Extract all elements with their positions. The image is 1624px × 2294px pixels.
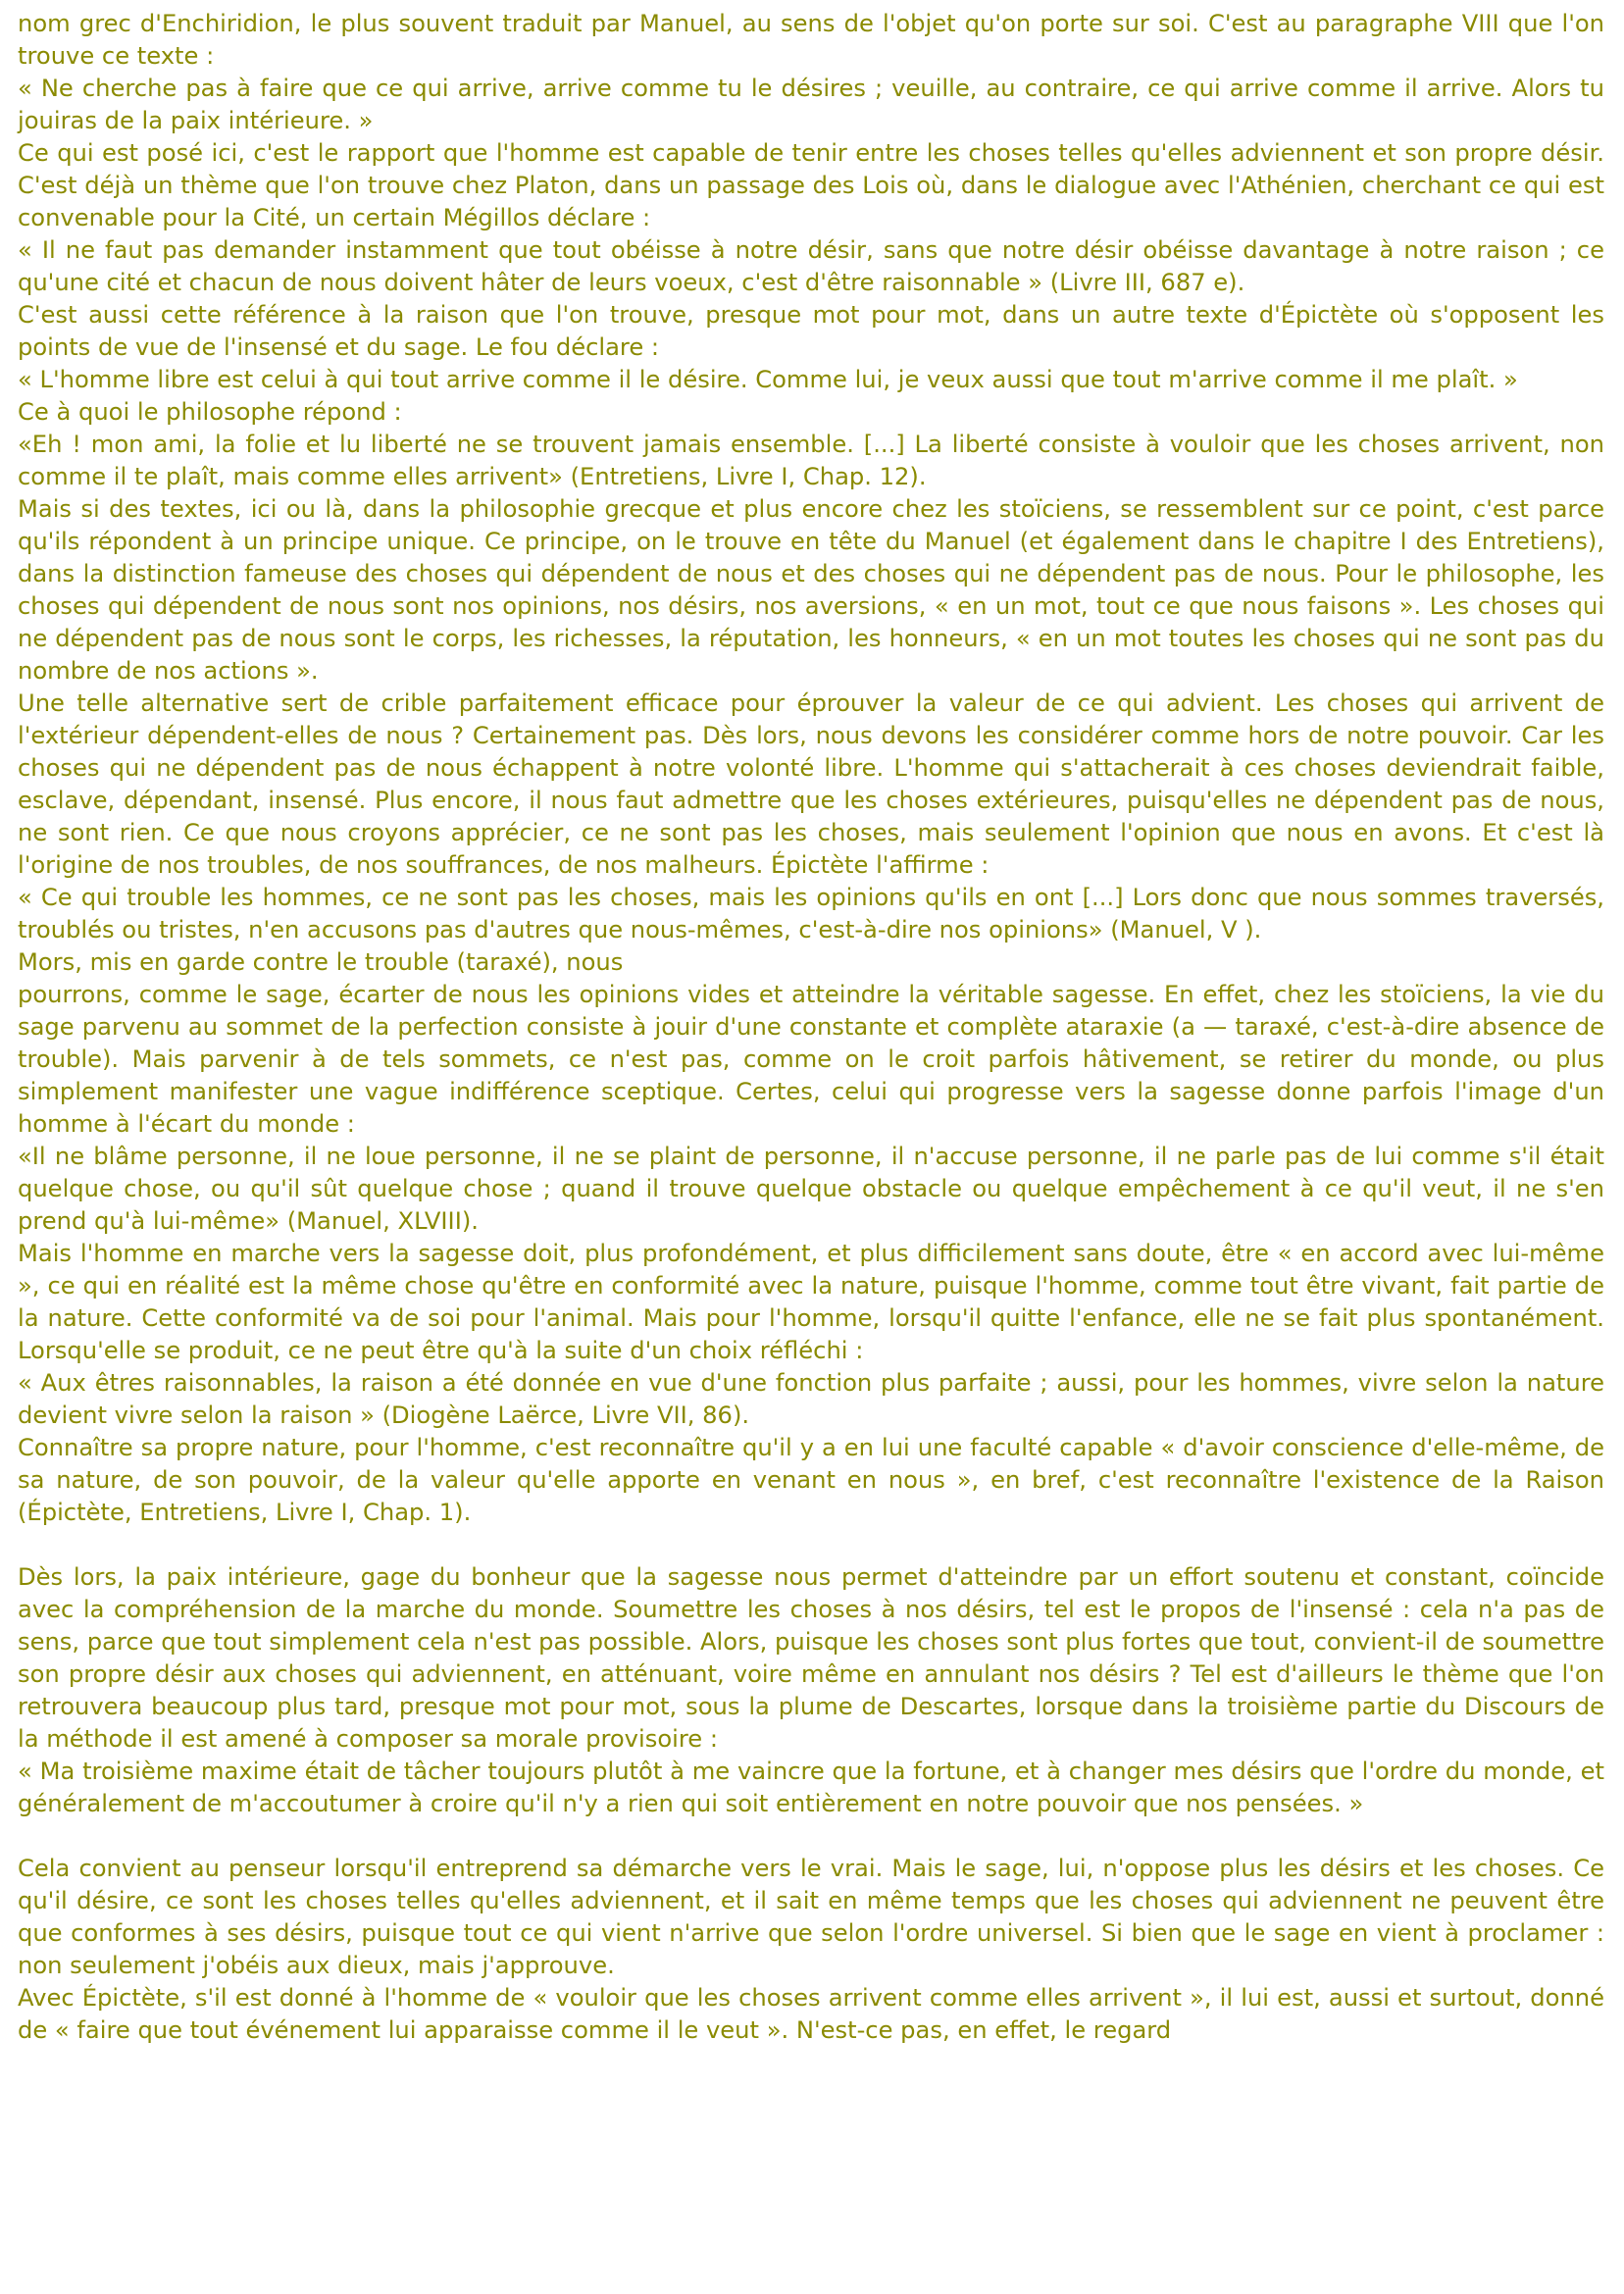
paragraph: C'est aussi cette référence à la raison que l'on trouve, presque mot pour mot, dans un autre texte d'Épictète où s'opposent les points de vue de l'insensé et du sage. Le fou déclare :: [18, 301, 1604, 361]
paragraph: Ce à quoi le philosophe répond :: [18, 398, 402, 426]
paragraph: Connaître sa propre nature, pour l'homme, c'est reconnaître qu'il y a en lui une faculté capable « d'avoir conscience d'elle-même, de sa nature, de son pouvoir, de la valeur qu'elle apporte en venant en nous », en bref, c'est reconnaître l'existence de la Raison (Épictète, Entretiens, Livre I, Chap. 1).: [18, 1434, 1604, 1526]
paragraph: Une telle alternative sert de crible parfaitement efficace pour éprouver la valeur de ce qui advient. Les choses qui arrivent de l'extérieur dépendent-elles de nous ? Certainement pas. Dès lors, nous devons les considérer comme hors de notre pouvoir. Car les choses qui ne dépendent pas de nous échappent à notre volonté libre. L'homme qui s'attacherait à ces choses deviendrait faible, esclave, dépendant, insensé. Plus encore, il nous faut admettre que les choses extérieures, puisqu'elles ne dépendent pas de nous, ne sont rien. Ce que nous croyons apprécier, ce ne sont pas les choses, mais seulement l'opinion que nous en avons. Et c'est là l'origine de nos troubles, de nos souffrances, de nos malheurs. Épictète l'affirme :: [18, 689, 1604, 879]
quote-paragraph: « Aux êtres raisonnables, la raison a été donnée en vue d'une fonction plus parfaite ; aussi, pour les hommes, vivre selon la nature devient vivre selon la raison » (Diogène Laërce, Livre VII, 86).: [18, 1369, 1604, 1429]
paragraph: Ce qui est posé ici, c'est le rapport que l'homme est capable de tenir entre les choses telles qu'elles adviennent et son propre désir. C'est déjà un thème que l'on trouve chez Platon, dans un passage des Lois où, dans le dialogue avec l'Athénien, cherchant ce qui est convenable pour la Cité, un certain Mégillos déclare :: [18, 139, 1604, 231]
quote-paragraph: « Ce qui trouble les hommes, ce ne sont pas les choses, mais les opinions qu'ils en ont [...] Lors donc que nous sommes traversés, troublés ou tristes, n'en accusons pas d'autres que nous-mêmes, c'est-à-dire nos opinions» (Manuel, V ).: [18, 884, 1604, 943]
paragraph: Cela convient au penseur lorsqu'il entreprend sa démarche vers le vrai. Mais le sage, lui, n'oppose plus les désirs et les choses. Ce qu'il désire, ce sont les choses telles qu'elles adviennent, et il sait en même temps que les choses qui adviennent ne peuvent être que conformes à ses désirs, puisque tout ce qui vient n'arrive que selon l'ordre universel. Si bien que le sage en vient à proclamer : non seulement j'obéis aux dieux, mais j'approuve.: [18, 1855, 1604, 1979]
quote-paragraph: «Il ne blâme personne, il ne loue personne, il ne se plaint de personne, il n'accuse personne, il ne parle pas de lui comme s'il était quelque chose, ou qu'il sût quelque chose ; quand il trouve quelque obstacle ou quelque empêchement à ce qu'il veut, il ne s'en prend qu'à lui-même» (Manuel, XLVIII).: [18, 1143, 1604, 1235]
paragraph: Dès lors, la paix intérieure, gage du bonheur que la sagesse nous permet d'atteindre par un effort soutenu et constant, coïncide avec la compréhension de la marche du monde. Soumettre les choses à nos désirs, tel est le propos de l'insensé : cela n'a pas de sens, parce que tout simplement cela n'est pas possible. Alors, puisque les choses sont plus fortes que tout, convient-il de soumettre son propre désir aux choses qui adviennent, en atténuant, voire même en annulant nos désirs ? Tel est d'ailleurs le thème que l'on retrouvera beaucoup plus tard, presque mot pour mot, sous la plume de Descartes, lorsque dans la troisième partie du Discours de la méthode il est amené à composer sa morale provisoire :: [18, 1563, 1604, 1753]
paragraph: Avec Épictète, s'il est donné à l'homme de « vouloir que les choses arrivent comme elles arrivent », il lui est, aussi et surtout, donné de « faire que tout événement lui apparaisse comme il le veut ». N'est-ce pas, en effet, le regard: [18, 1984, 1604, 2044]
paragraph: Mors, mis en garde contre le trouble (taraxé), nous: [18, 948, 624, 976]
quote-paragraph: «Eh ! mon ami, la folie et lu liberté ne se trouvent jamais ensemble. [...] La liberté consiste à vouloir que les choses arrivent, non comme il te plaît, mais comme elles arrivent» (Entretiens, Livre I, Chap. 12).: [18, 431, 1604, 490]
document-body: [18, 8, 1604, 2047]
paragraph: Mais l'homme en marche vers la sagesse doit, plus profondément, et plus difficilement sans doute, être « en accord avec lui-même », ce qui en réalité est la même chose qu'être en conformité avec la nature, puisque l'homme, comme tout être vivant, fait partie de la nature. Cette conformité va de soi pour l'animal. Mais pour l'homme, lorsqu'il quitte l'enfance, elle ne se fait plus spontanément. Lorsqu'elle se produit, ce ne peut être qu'à la suite d'un choix réfléchi :: [18, 1240, 1604, 1364]
quote-paragraph: « Ma troisième maxime était de tâcher toujours plutôt à me vaincre que la fortune, et à changer mes désirs que l'ordre du monde, et généralement de m'accoutumer à croire qu'il n'y a rien qui soit entièrement en notre pouvoir que nos pensées. »: [18, 1758, 1604, 1817]
quote-paragraph: « L'homme libre est celui à qui tout arrive comme il le désire. Comme lui, je veux aussi que tout m'arrive comme il me plaît. »: [18, 366, 1518, 393]
paragraph: nom grec d'Enchiridion, le plus souvent traduit par Manuel, au sens de l'objet qu'on porte sur soi. C'est au paragraphe VIII que l'on trouve ce texte :: [18, 10, 1604, 70]
paragraph: Mais si des textes, ici ou là, dans la philosophie grecque et plus encore chez les stoïciens, se ressemblent sur ce point, c'est parce qu'ils répondent à un principe unique. Ce principe, on le trouve en tête du Manuel (et également dans le chapitre I des Entretiens), dans la distinction fameuse des choses qui dépendent de nous et des choses qui ne dépendent pas de nous. Pour le philosophe, les choses qui dépendent de nous sont nos opinions, nos désirs, nos aversions, « en un mot, tout ce que nous faisons ». Les choses qui ne dépendent pas de nous sont le corps, les richesses, la réputation, les honneurs, « en un mot toutes les choses qui ne sont pas du nombre de nos actions ».: [18, 495, 1604, 685]
quote-paragraph: « Ne cherche pas à faire que ce qui arrive, arrive comme tu le désires ; veuille, au contraire, ce qui arrive comme il arrive. Alors tu jouiras de la paix intérieure. »: [18, 75, 1604, 134]
paragraph: pourrons, comme le sage, écarter de nous les opinions vides et atteindre la véritable sagesse. En effet, chez les stoïciens, la vie du sage parvenu au sommet de la perfection consiste à jouir d'une constante et complète ataraxie (a — taraxé, c'est-à-dire absence de trouble). Mais parvenir à de tels sommets, ce n'est pas, comme on le croit parfois hâtivement, se retirer du monde, ou plus simplement manifester une vague indifférence sceptique. Certes, celui qui progresse vers la sagesse donne parfois l'image d'un homme à l'écart du monde :: [18, 981, 1604, 1138]
quote-paragraph: « Il ne faut pas demander instamment que tout obéisse à notre désir, sans que notre désir obéisse davantage à notre raison ; ce qu'une cité et chacun de nous doivent hâter de leurs voeux, c'est d'être raisonnable » (Livre III, 687 e).: [18, 236, 1604, 296]
